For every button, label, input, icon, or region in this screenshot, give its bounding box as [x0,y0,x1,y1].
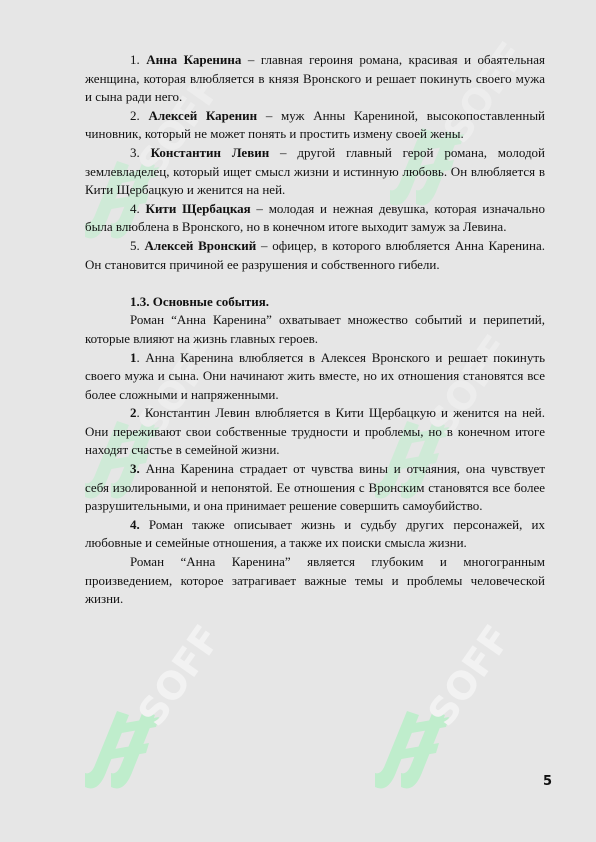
character-description: – офицер, в которого влюбляется Анна Каренина. Он становится причиной ее разрушения и собственного гибели. [85,237,545,272]
event-item [85,404,545,460]
event-item [85,516,545,553]
section-intro: Роман “Анна Каренина” охватывает множество событий и перипетий, которые влияют на жизнь главных героев. [85,312,545,346]
event-number: 4. [130,516,140,532]
character-number: 1. [130,52,147,67]
event-text: . Константин Левин влюбляется в Кити Щербацкую и женится на ней. Они переживают свои собственные трудности и проблемы, но в конечном итоге находят счастье в семейной жизни. [85,405,545,458]
character-description: – главная героиня романа, красивая и обаятельная женщина, которая влюбляется в князя Вронского и решает покинуть своего мужа и сына ради него. [85,52,545,105]
event-number: 2 [130,405,137,421]
character-number: 4. [130,200,146,216]
event-text: Анна Каренина страдает от чувства вины и отчаяния, она чувствует себя изолированной и непонятой. Ее отношения с Вронским становятся все более разрушительными, и она принимает решение совершить самоубийство. [85,461,545,514]
character-description: – молодая и нежная девушка, которая изначально была влюблена в Вронского, но в конечном итоге выходит замуж за Левина. [85,200,545,235]
character-name: Алексей Вронский [144,237,257,253]
soff-logo-icon [75,605,235,795]
character-name: Алексей Каренин [148,107,258,123]
event-number: 1 [130,349,137,365]
character-name: Константин Левин [150,144,270,160]
character-item [85,51,545,107]
event-text: Роман также описывает жизнь и судьбу других персонажей, их любовные и семейные отношения, а также их поиски смысла жизни. [85,516,545,551]
character-number: 3. [130,144,151,160]
character-description: – другой главный герой романа, молодой землевладелец, который ищет смысл жизни и истинную любовь. Он влюбляется в Кити Щербацкую и женится на ней. [85,144,546,198]
character-name: Анна Каренина [146,52,242,67]
section-heading [85,293,545,312]
character-number: 2. [130,107,149,123]
character-item [85,237,545,274]
event-number: 3. [130,461,140,477]
character-description: – муж Анны Карениной, высокопоставленный чиновник, который не может понять и простить измену своей жены. [85,107,546,142]
document-body [85,51,545,609]
event-item [85,349,545,405]
section-conclusion: Роман “Анна Каренина” является глубоким и многогранным произведением, которое затрагивает важные темы и проблемы человеческой жизни. [85,554,545,607]
character-number: 5. [130,237,145,253]
character-item [85,200,545,237]
character-item [85,107,545,144]
character-item [85,144,545,200]
page-number: 5 [543,774,553,789]
soff-logo-icon [365,605,525,795]
event-text: . Анна Каренина влюбляется в Алексея Вронского и решает покинуть своего мужа и сына. Они начинают жить вместе, но их отношения становятся все более сложными и напряженными. [85,349,545,402]
section-heading-text: 1.3. Основные события. [130,293,270,309]
event-item [85,460,545,516]
character-name: Кити Щербацкая [145,200,251,216]
blank-line [85,274,545,293]
